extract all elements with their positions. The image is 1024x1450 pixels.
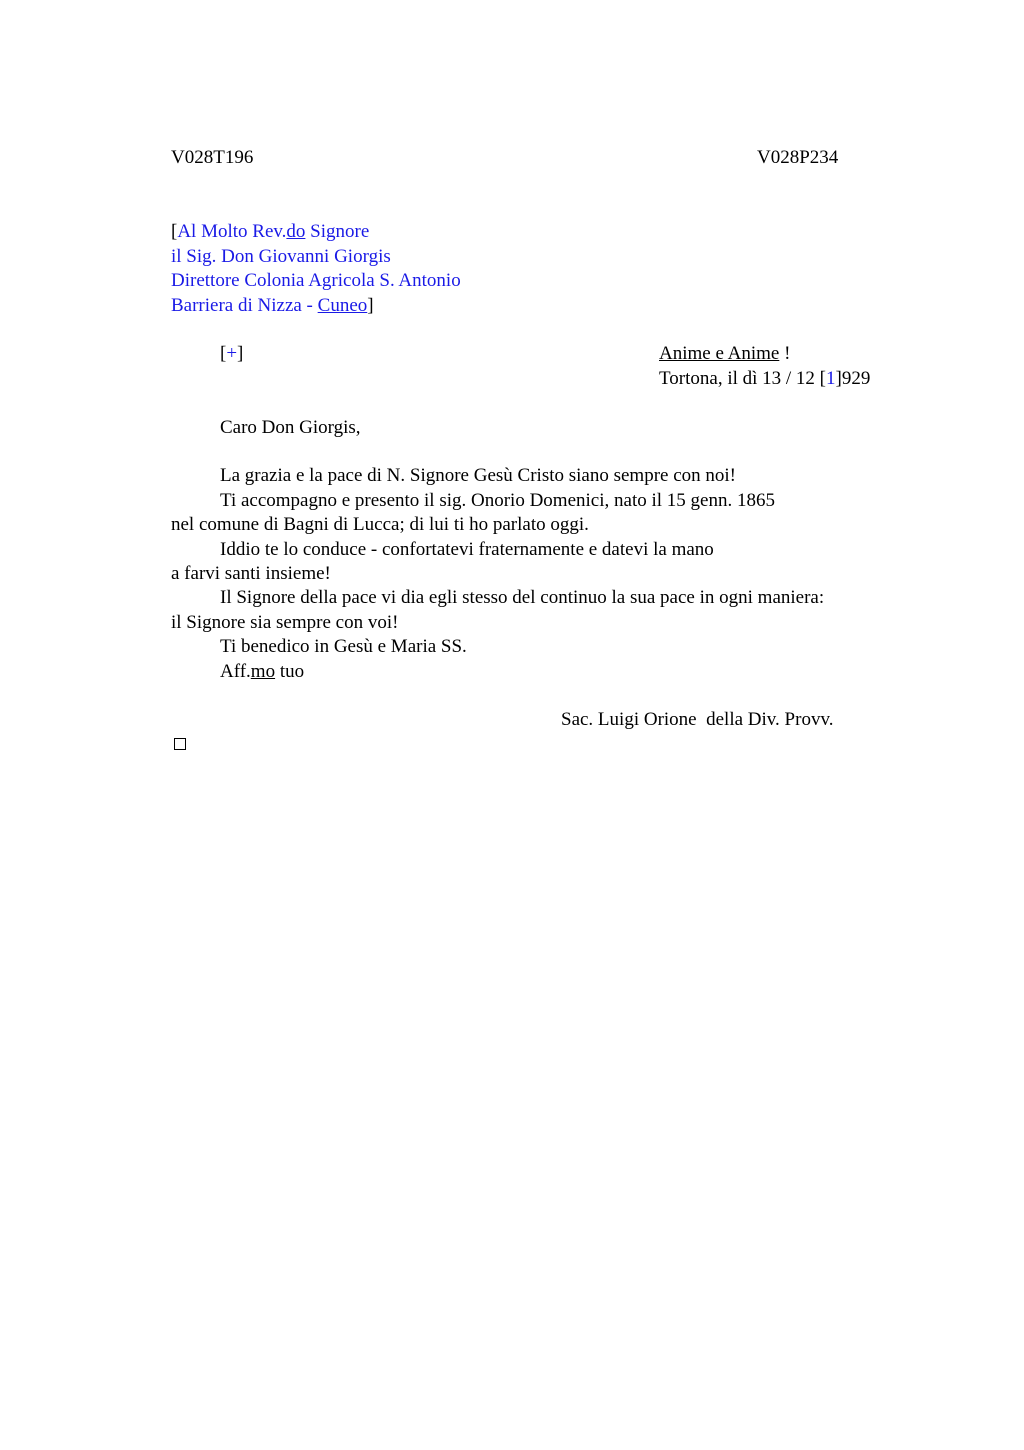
address-line-1 bbox=[171, 220, 369, 244]
cross-icon: + bbox=[226, 343, 238, 364]
bracket-open: [ bbox=[171, 221, 178, 242]
salutation: Caro Don Giorgis, bbox=[220, 417, 361, 438]
dateline-suffix: ]929 bbox=[835, 368, 871, 389]
body-line: Il Signore della pace vi dia egli stesso del continuo la sua pace in ogni maniera: bbox=[220, 587, 825, 608]
dateline bbox=[659, 367, 870, 391]
address-line-1-prefix: Al Molto Rev. bbox=[177, 221, 287, 242]
body-line: Ti benedico in Gesù e Maria SS. bbox=[220, 636, 467, 657]
body-line: Iddio te lo conduce - confortatevi fraternamente e datevi la mano bbox=[220, 539, 714, 560]
bracket-close: ] bbox=[367, 295, 374, 316]
body-line: La grazia e la pace di N. Signore Gesù Cristo siano sempre con noi! bbox=[220, 465, 737, 486]
closing bbox=[220, 660, 304, 684]
closing-suffix: tuo bbox=[275, 661, 305, 682]
body-line: a farvi santi insieme! bbox=[171, 563, 331, 584]
address-line-2: il Sig. Don Giovanni Giorgis bbox=[171, 246, 391, 267]
body-line: Ti accompagno e presento il sig. Onorio Domenici, nato il 15 genn. 1865 bbox=[220, 490, 775, 511]
address-line-4 bbox=[171, 294, 374, 318]
motto-text: Anime e Anime bbox=[659, 343, 780, 364]
cross-mark: [+] bbox=[220, 343, 244, 364]
closing-abbrev: mo bbox=[250, 661, 276, 682]
address-line-1-suffix: Signore bbox=[305, 221, 370, 242]
document-code-left: V028T196 bbox=[171, 147, 254, 168]
dateline-inserted-digit: 1 bbox=[826, 368, 836, 389]
closing-prefix: Aff. bbox=[220, 661, 251, 682]
document-code-right: V028P234 bbox=[757, 147, 839, 168]
address-line-4-city: Cuneo bbox=[317, 295, 368, 316]
body-line: il Signore sia sempre con voi! bbox=[171, 612, 399, 633]
dateline-prefix: Tortona, il dì 13 / 12 [ bbox=[659, 368, 827, 389]
motto bbox=[659, 342, 790, 366]
checkbox-icon bbox=[174, 738, 186, 750]
body-line: nel comune di Bagni di Lucca; di lui ti ho parlato oggi. bbox=[171, 514, 589, 535]
address-line-1-abbrev: do bbox=[286, 221, 306, 242]
address-line-4-prefix: Barriera di Nizza - bbox=[171, 295, 318, 316]
address-line-3: Direttore Colonia Agricola S. Antonio bbox=[171, 270, 461, 291]
motto-suffix: ! bbox=[779, 343, 791, 364]
signature: Sac. Luigi Orione della Div. Provv. bbox=[561, 709, 834, 730]
